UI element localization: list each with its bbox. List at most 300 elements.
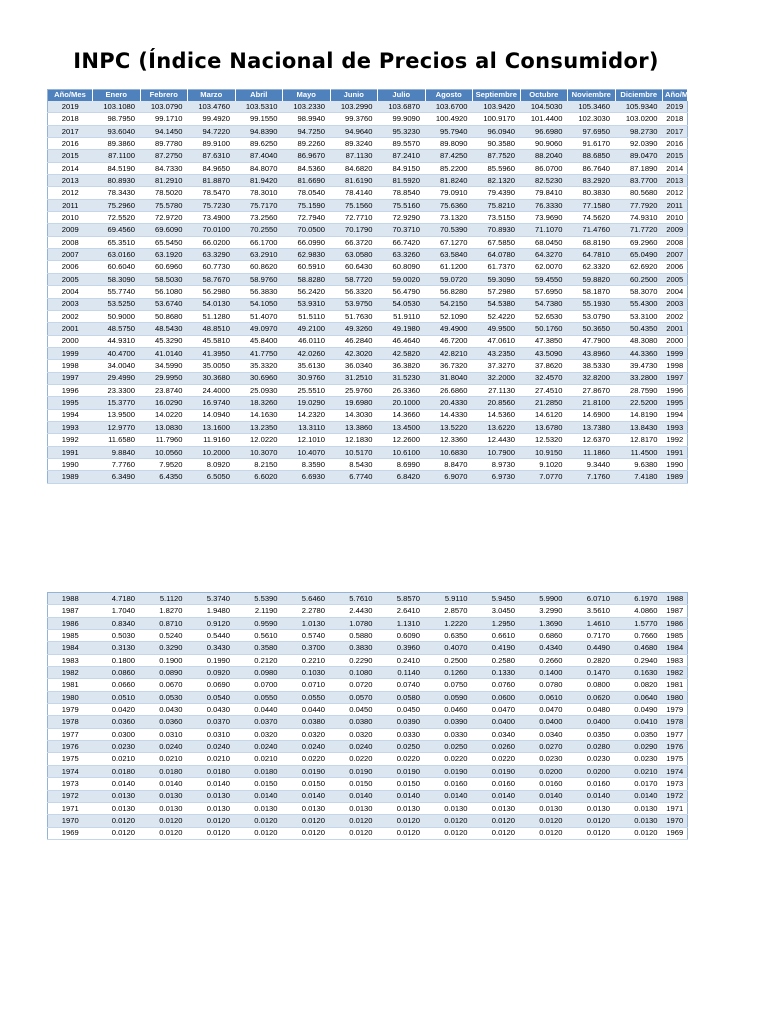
value-cell: 79.4390 (473, 187, 521, 199)
year-cell: 1997 (48, 372, 93, 384)
value-cell: 89.6250 (235, 138, 283, 150)
value-cell: 43.5090 (520, 347, 568, 359)
value-cell: 62.0070 (520, 261, 568, 273)
value-cell: 89.7780 (140, 138, 188, 150)
value-cell: 39.4730 (615, 360, 663, 372)
value-cell: 14.4330 (425, 409, 473, 421)
value-cell: 67.5850 (473, 236, 521, 248)
year-cell: 2009 (48, 224, 93, 236)
value-cell: 0.5440 (188, 630, 236, 642)
year-cell: 1982 (48, 667, 93, 679)
value-cell: 0.0120 (378, 815, 426, 827)
value-cell: 89.3240 (330, 138, 378, 150)
column-header: Marzo (188, 90, 236, 101)
year-cell: 1991 (48, 446, 93, 458)
value-cell: 0.1140 (378, 667, 426, 679)
value-cell: 57.2980 (473, 286, 521, 298)
value-cell: 62.9830 (283, 249, 331, 261)
value-cell: 0.0460 (425, 704, 473, 716)
value-cell: 0.0140 (188, 778, 236, 790)
value-cell: 1.2950 (473, 617, 521, 629)
value-cell: 19.0290 (283, 397, 331, 409)
value-cell: 47.7900 (568, 335, 616, 347)
value-cell: 0.0120 (93, 815, 141, 827)
value-cell: 0.0190 (378, 765, 426, 777)
value-cell: 0.0180 (93, 765, 141, 777)
value-cell: 0.0310 (188, 728, 236, 740)
value-cell: 35.0050 (188, 360, 236, 372)
value-cell: 0.0130 (615, 802, 663, 814)
value-cell: 55.1930 (568, 298, 616, 310)
value-cell: 0.0130 (140, 802, 188, 814)
value-cell: 0.0120 (283, 815, 331, 827)
value-cell: 70.8930 (473, 224, 521, 236)
value-cell: 45.3290 (140, 335, 188, 347)
value-cell: 101.4400 (520, 113, 568, 125)
table-row (48, 654, 688, 666)
year-cell: 2010 (48, 212, 93, 224)
year-cell: 2012 (48, 187, 93, 199)
year-cell: 2012 (663, 187, 688, 199)
year-cell: 2011 (48, 199, 93, 211)
value-cell: 100.9170 (473, 113, 521, 125)
value-cell: 0.0400 (473, 716, 521, 728)
value-cell: 10.2000 (188, 446, 236, 458)
value-cell: 23.8740 (140, 384, 188, 396)
column-header: Año/Mes (48, 90, 93, 101)
value-cell: 36.0340 (330, 360, 378, 372)
table-row (48, 753, 688, 765)
value-cell: 10.5170 (330, 446, 378, 458)
value-cell: 58.7670 (188, 273, 236, 285)
value-cell: 0.0200 (520, 765, 568, 777)
value-cell: 58.7720 (330, 273, 378, 285)
value-cell: 7.4180 (615, 471, 663, 483)
value-cell: 0.0230 (568, 753, 616, 765)
value-cell: 13.8430 (615, 421, 663, 433)
value-cell: 50.8680 (140, 310, 188, 322)
value-cell: 50.3650 (568, 323, 616, 335)
value-cell: 8.5430 (330, 458, 378, 470)
value-cell: 0.0590 (425, 691, 473, 703)
value-cell: 103.0790 (140, 101, 188, 113)
value-cell: 0.0130 (473, 802, 521, 814)
value-cell: 103.6700 (425, 101, 473, 113)
value-cell: 0.0220 (473, 753, 521, 765)
table-row (48, 679, 688, 691)
year-cell: 2018 (48, 113, 93, 125)
year-cell: 1989 (663, 471, 688, 483)
value-cell: 63.2910 (235, 249, 283, 261)
value-cell: 75.1590 (283, 199, 331, 211)
value-cell: 87.7520 (473, 150, 521, 162)
column-header: Septiembre (473, 90, 521, 101)
column-header: Agosto (425, 90, 473, 101)
value-cell: 25.9760 (330, 384, 378, 396)
value-cell: 103.9420 (473, 101, 521, 113)
table-row (48, 741, 688, 753)
value-cell: 47.3850 (520, 335, 568, 347)
value-cell: 0.0470 (473, 704, 521, 716)
value-cell: 76.3330 (520, 199, 568, 211)
value-cell: 0.0120 (568, 815, 616, 827)
value-cell: 72.5520 (93, 212, 141, 224)
value-cell: 0.0130 (235, 802, 283, 814)
value-cell: 0.0370 (235, 716, 283, 728)
value-cell: 91.6170 (568, 138, 616, 150)
value-cell: 99.1710 (140, 113, 188, 125)
value-cell: 0.0120 (330, 815, 378, 827)
value-cell: 56.3830 (235, 286, 283, 298)
table-row (48, 728, 688, 740)
value-cell: 4.0860 (615, 605, 663, 617)
value-cell: 0.0240 (283, 741, 331, 753)
value-cell: 10.6100 (378, 446, 426, 458)
value-cell: 0.4190 (473, 642, 521, 654)
value-cell: 82.1320 (473, 175, 521, 187)
value-cell: 81.6690 (283, 175, 331, 187)
value-cell: 31.8040 (425, 372, 473, 384)
value-cell: 0.2120 (235, 654, 283, 666)
value-cell: 0.0140 (425, 790, 473, 802)
table-row (48, 335, 688, 347)
value-cell: 0.0350 (615, 728, 663, 740)
value-cell: 41.3950 (188, 347, 236, 359)
value-cell: 74.9310 (615, 212, 663, 224)
value-cell: 0.2290 (330, 654, 378, 666)
value-cell: 5.1120 (140, 593, 188, 605)
value-cell: 95.7940 (425, 125, 473, 137)
value-cell: 14.3660 (378, 409, 426, 421)
value-cell: 73.2560 (235, 212, 283, 224)
value-cell: 14.0940 (188, 409, 236, 421)
value-cell: 56.8280 (425, 286, 473, 298)
value-cell: 0.7170 (568, 630, 616, 642)
value-cell: 0.0120 (188, 827, 236, 839)
value-cell: 60.8620 (235, 261, 283, 273)
value-cell: 45.8400 (235, 335, 283, 347)
value-cell: 100.4920 (425, 113, 473, 125)
value-cell: 13.6780 (520, 421, 568, 433)
value-cell: 0.1800 (93, 654, 141, 666)
value-cell: 0.0130 (93, 790, 141, 802)
value-cell: 60.5910 (283, 261, 331, 273)
value-cell: 90.3580 (473, 138, 521, 150)
value-cell: 0.0360 (93, 716, 141, 728)
year-cell: 2019 (663, 101, 688, 113)
value-cell: 6.9730 (473, 471, 521, 483)
year-cell: 1991 (663, 446, 688, 458)
value-cell: 0.0320 (330, 728, 378, 740)
value-cell: 14.1630 (235, 409, 283, 421)
value-cell: 84.8070 (235, 162, 283, 174)
value-cell: 89.8090 (425, 138, 473, 150)
value-cell: 0.0710 (283, 679, 331, 691)
value-cell: 66.0200 (188, 236, 236, 248)
value-cell: 51.9110 (378, 310, 426, 322)
value-cell: 103.5310 (235, 101, 283, 113)
value-cell: 26.6860 (425, 384, 473, 396)
value-cell: 48.3080 (615, 335, 663, 347)
value-cell: 13.9500 (93, 409, 141, 421)
year-cell: 2000 (663, 335, 688, 347)
value-cell: 6.8420 (378, 471, 426, 483)
value-cell: 41.0140 (140, 347, 188, 359)
value-cell: 0.5610 (235, 630, 283, 642)
value-cell: 14.8190 (615, 409, 663, 421)
value-cell: 0.0310 (140, 728, 188, 740)
column-header: Enero (93, 90, 141, 101)
year-cell: 1988 (48, 593, 93, 605)
value-cell: 52.1090 (425, 310, 473, 322)
value-cell: 0.0330 (378, 728, 426, 740)
year-cell: 2014 (663, 162, 688, 174)
value-cell: 2.1190 (235, 605, 283, 617)
value-cell: 1.0780 (330, 617, 378, 629)
value-cell: 99.3760 (330, 113, 378, 125)
value-cell: 63.0580 (330, 249, 378, 261)
value-cell: 0.0140 (568, 790, 616, 802)
value-cell: 53.6740 (140, 298, 188, 310)
value-cell: 78.4140 (330, 187, 378, 199)
table-row (48, 298, 688, 310)
value-cell: 70.0100 (188, 224, 236, 236)
year-cell: 1979 (663, 704, 688, 716)
value-cell: 6.1970 (615, 593, 663, 605)
value-cell: 7.0770 (520, 471, 568, 483)
value-cell: 49.1980 (378, 323, 426, 335)
value-cell: 46.2840 (330, 335, 378, 347)
value-cell: 0.0670 (140, 679, 188, 691)
value-cell: 94.7220 (188, 125, 236, 137)
value-cell: 95.3230 (378, 125, 426, 137)
year-cell: 2000 (48, 335, 93, 347)
value-cell: 16.9740 (188, 397, 236, 409)
year-cell: 1992 (663, 434, 688, 446)
value-cell: 81.8870 (188, 175, 236, 187)
value-cell: 94.1450 (140, 125, 188, 137)
year-cell: 1984 (48, 642, 93, 654)
year-cell: 1994 (48, 409, 93, 421)
column-header: Octubre (520, 90, 568, 101)
value-cell: 73.4900 (188, 212, 236, 224)
year-cell: 2005 (48, 273, 93, 285)
value-cell: 0.5740 (283, 630, 331, 642)
value-cell: 12.2600 (378, 434, 426, 446)
value-cell: 5.9450 (473, 593, 521, 605)
value-cell: 96.0940 (473, 125, 521, 137)
year-cell: 1971 (48, 802, 93, 814)
value-cell: 67.1270 (425, 236, 473, 248)
value-cell: 0.6860 (520, 630, 568, 642)
year-cell: 2003 (48, 298, 93, 310)
value-cell: 42.5820 (378, 347, 426, 359)
value-cell: 0.0190 (330, 765, 378, 777)
value-cell: 0.0250 (425, 741, 473, 753)
value-cell: 0.0120 (283, 827, 331, 839)
table-row (48, 138, 688, 150)
value-cell: 79.0910 (425, 187, 473, 199)
value-cell: 0.0230 (615, 753, 663, 765)
value-cell: 103.4760 (188, 101, 236, 113)
value-cell: 56.2980 (188, 286, 236, 298)
table-row (48, 421, 688, 433)
value-cell: 78.0540 (283, 187, 331, 199)
value-cell: 75.2960 (93, 199, 141, 211)
value-cell: 70.0500 (283, 224, 331, 236)
value-cell: 6.6020 (235, 471, 283, 483)
value-cell: 1.0130 (283, 617, 331, 629)
value-cell: 0.2410 (378, 654, 426, 666)
value-cell: 75.1560 (330, 199, 378, 211)
value-cell: 60.6430 (330, 261, 378, 273)
value-cell: 0.0400 (568, 716, 616, 728)
value-cell: 0.0860 (93, 667, 141, 679)
value-cell: 12.0220 (235, 434, 283, 446)
value-cell: 60.6960 (140, 261, 188, 273)
value-cell: 12.1830 (330, 434, 378, 446)
value-cell: 30.3680 (188, 372, 236, 384)
value-cell: 72.9720 (140, 212, 188, 224)
value-cell: 0.9120 (188, 617, 236, 629)
value-cell: 105.9340 (615, 101, 663, 113)
year-cell: 1981 (663, 679, 688, 691)
value-cell: 55.4300 (615, 298, 663, 310)
value-cell: 0.6350 (425, 630, 473, 642)
value-cell: 0.0440 (283, 704, 331, 716)
value-cell: 10.9150 (520, 446, 568, 458)
value-cell: 0.0380 (283, 716, 331, 728)
value-cell: 0.0240 (330, 741, 378, 753)
table-row (48, 397, 688, 409)
column-header: Julio (378, 90, 426, 101)
value-cell: 43.2350 (473, 347, 521, 359)
value-cell: 68.0450 (520, 236, 568, 248)
value-cell: 80.3830 (568, 187, 616, 199)
value-cell: 0.0120 (330, 827, 378, 839)
value-cell: 98.9940 (283, 113, 331, 125)
value-cell: 0.0140 (473, 790, 521, 802)
year-cell: 2015 (663, 150, 688, 162)
table-row (48, 815, 688, 827)
value-cell: 4.7180 (93, 593, 141, 605)
value-cell: 78.5470 (188, 187, 236, 199)
value-cell: 0.0820 (615, 679, 663, 691)
value-cell: 0.0220 (425, 753, 473, 765)
value-cell: 0.0120 (378, 827, 426, 839)
value-cell: 11.9160 (188, 434, 236, 446)
value-cell: 46.0110 (283, 335, 331, 347)
value-cell: 75.7230 (188, 199, 236, 211)
value-cell: 9.6380 (615, 458, 663, 470)
value-cell: 71.4760 (568, 224, 616, 236)
value-cell: 0.0120 (615, 827, 663, 839)
value-cell: 0.4490 (568, 642, 616, 654)
value-cell: 0.0220 (330, 753, 378, 765)
value-cell: 45.5810 (188, 335, 236, 347)
value-cell: 51.5110 (283, 310, 331, 322)
value-cell: 61.1200 (425, 261, 473, 273)
value-cell: 59.0720 (425, 273, 473, 285)
value-cell: 0.3830 (330, 642, 378, 654)
value-cell: 48.5430 (140, 323, 188, 335)
value-cell: 0.0320 (283, 728, 331, 740)
value-cell: 0.0760 (473, 679, 521, 691)
value-cell: 52.6530 (520, 310, 568, 322)
year-cell: 1997 (663, 372, 688, 384)
value-cell: 89.5570 (378, 138, 426, 150)
header-row (48, 90, 688, 101)
year-cell: 1990 (48, 458, 93, 470)
value-cell: 9.3440 (568, 458, 616, 470)
value-cell: 0.5880 (330, 630, 378, 642)
year-cell: 1978 (48, 716, 93, 728)
year-cell: 1995 (663, 397, 688, 409)
value-cell: 80.8930 (93, 175, 141, 187)
value-cell: 0.0120 (425, 827, 473, 839)
value-cell: 5.3740 (188, 593, 236, 605)
value-cell: 0.0700 (235, 679, 283, 691)
table-row (48, 224, 688, 236)
value-cell: 6.3490 (93, 471, 141, 483)
value-cell: 87.1100 (93, 150, 141, 162)
value-cell: 0.0140 (615, 790, 663, 802)
value-cell: 102.3030 (568, 113, 616, 125)
value-cell: 99.9090 (378, 113, 426, 125)
value-cell: 87.4040 (235, 150, 283, 162)
value-cell: 65.5450 (140, 236, 188, 248)
value-cell: 1.1310 (378, 617, 426, 629)
year-cell: 1972 (663, 790, 688, 802)
value-cell: 11.1860 (568, 446, 616, 458)
value-cell: 0.0130 (615, 815, 663, 827)
year-cell: 1983 (48, 654, 93, 666)
value-cell: 0.0120 (235, 815, 283, 827)
year-cell: 1981 (48, 679, 93, 691)
value-cell: 0.0120 (140, 815, 188, 827)
value-cell: 53.9750 (330, 298, 378, 310)
value-cell: 46.7200 (425, 335, 473, 347)
year-cell: 2019 (48, 101, 93, 113)
value-cell: 103.1080 (93, 101, 141, 113)
value-cell: 35.3320 (235, 360, 283, 372)
value-cell: 64.0780 (473, 249, 521, 261)
value-cell: 0.0140 (283, 790, 331, 802)
value-cell: 20.1000 (378, 397, 426, 409)
value-cell: 57.6950 (520, 286, 568, 298)
value-cell: 63.1920 (140, 249, 188, 261)
value-cell: 5.9900 (520, 593, 568, 605)
value-cell: 0.0750 (425, 679, 473, 691)
value-cell: 12.9770 (93, 421, 141, 433)
value-cell: 0.0210 (188, 753, 236, 765)
value-cell: 0.8340 (93, 617, 141, 629)
value-cell: 19.6980 (330, 397, 378, 409)
table-row (48, 199, 688, 211)
year-cell: 2004 (663, 286, 688, 298)
value-cell: 0.0120 (520, 827, 568, 839)
value-cell: 0.0580 (378, 691, 426, 703)
value-cell: 85.2200 (425, 162, 473, 174)
value-cell: 1.9480 (188, 605, 236, 617)
value-cell: 54.7380 (520, 298, 568, 310)
table-row (48, 691, 688, 703)
year-cell: 1984 (663, 642, 688, 654)
value-cell: 0.0120 (140, 827, 188, 839)
value-cell: 0.0150 (235, 778, 283, 790)
value-cell: 49.4900 (425, 323, 473, 335)
value-cell: 0.3960 (378, 642, 426, 654)
